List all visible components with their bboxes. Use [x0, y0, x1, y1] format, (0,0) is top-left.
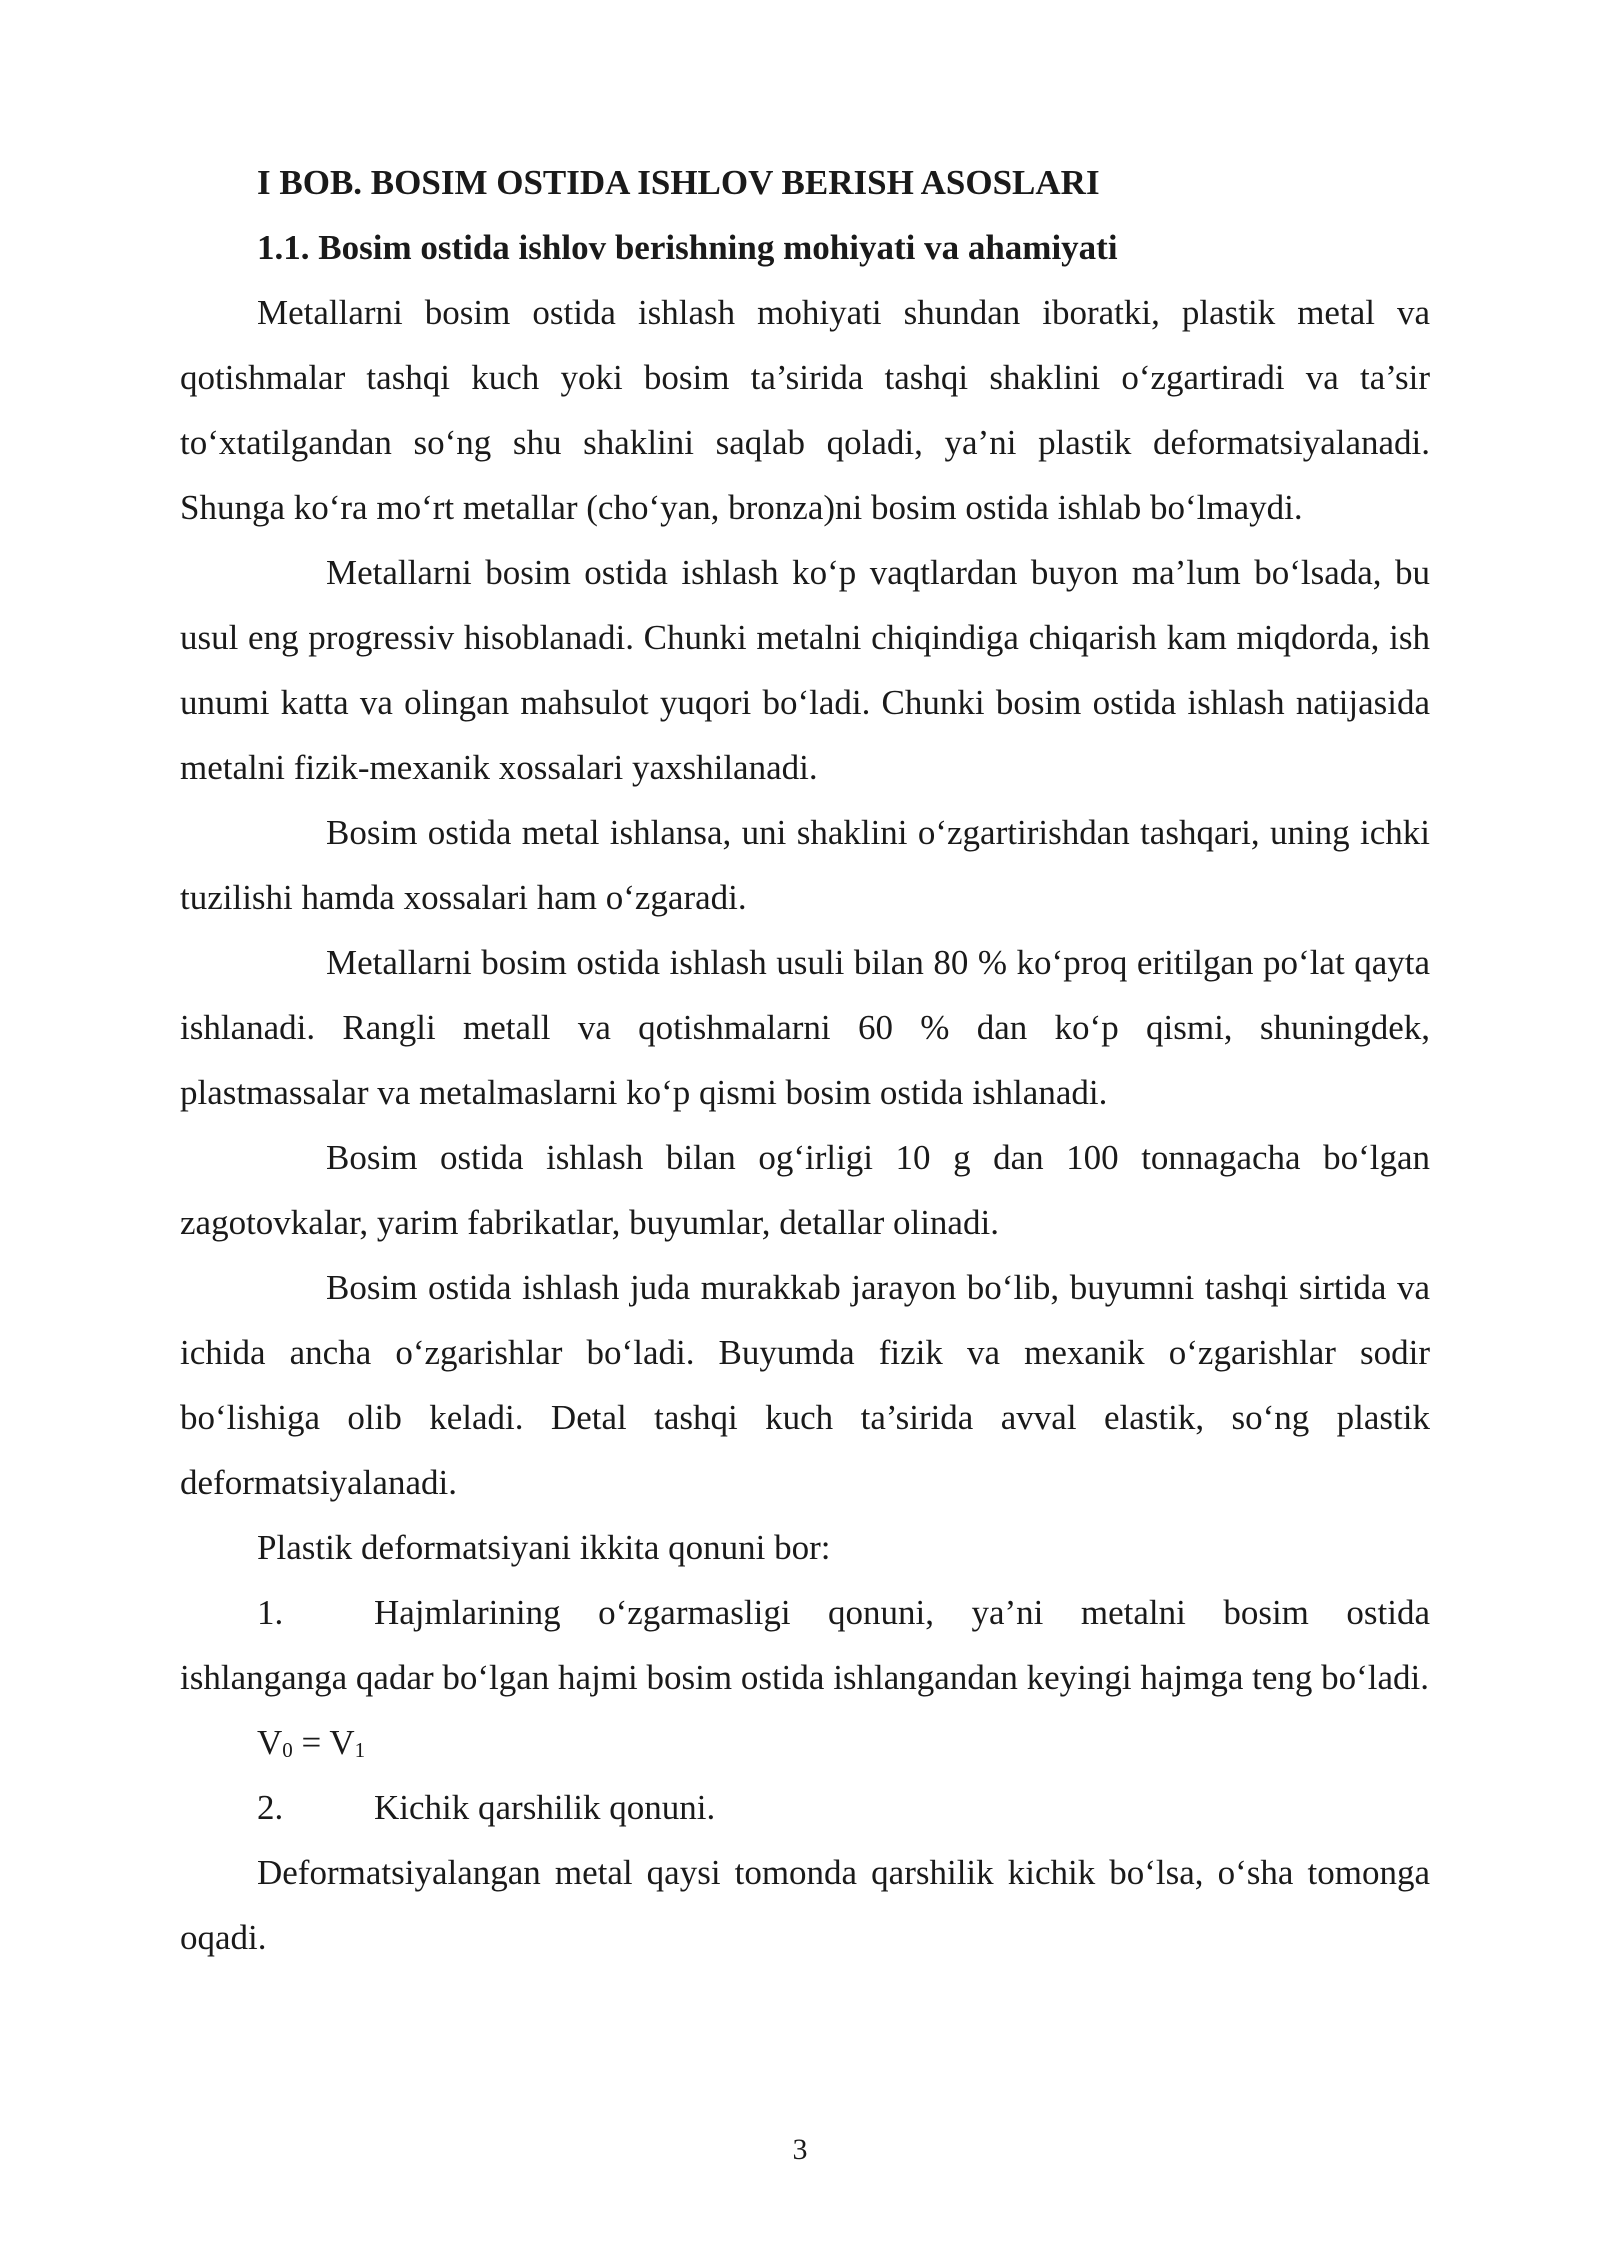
list-text: Hajmlarining o‘zgarmasligi qonuni, ya’ni metalni bosim ostida ishlanganga qadar bo‘lgan hajmi bosim ostida ishlangandan keyingi hajmga teng bo‘ladi.: [180, 1593, 1430, 1697]
list-item: [180, 1775, 1430, 1840]
formula-operator: =: [292, 1723, 330, 1762]
list-item: [180, 1580, 1430, 1710]
list-number: 1.: [257, 1593, 284, 1632]
closing-paragraph: Deformatsiyalangan metal qaysi tomonda qarshilik kichik bo‘lsa, o‘sha tomonga oqadi.: [180, 1853, 1430, 1957]
paragraph: Plastik deformatsiyani ikkita qonuni bor:: [257, 1528, 831, 1567]
chapter-title: I BOB. BOSIM OSTIDA ISHLOV BERISH ASOSLARI: [257, 163, 1100, 202]
page-number: 3: [792, 2133, 808, 2166]
paragraph: Bosim ostida ishlash bilan og‘irligi 10 g dan 100 tonnagacha bo‘lgan zagotovkalar, yarim fabrikatlar, buyumlar, detallar olinadi.: [180, 1138, 1430, 1242]
paragraph: Metallarni bosim ostida ishlash mohiyati shundan iboratki, plastik metal va qotishmalar tashqi kuch yoki bosim ta’sirida tashqi shaklini o‘zgartiradi va ta’sir to‘xtatilgandan so‘ng shu shaklini saqlab qoladi, ya’ni plastik deformatsiyalanadi. Shunga ko‘ra mo‘rt metallar (cho‘yan, bronza)ni bosim ostida ishlab bo‘lmaydi.: [180, 293, 1430, 527]
formula-right-sub: 1: [354, 1738, 366, 1762]
list-text: Kichik qarshilik qonuni.: [374, 1788, 716, 1827]
paragraph: Metallarni bosim ostida ishlash usuli bilan 80 % ko‘proq eritilgan po‘lat qayta ishlanadi. Rangli metall va qotishmalarni 60 % dan ko‘p qismi, shuningdek, plastmassalar va metalmaslarni ko‘p qismi bosim ostida ishlanadi.: [180, 943, 1430, 1112]
paragraph: Bosim ostida ishlash juda murakkab jarayon bo‘lib, buyumni tashqi sirtida va ichida ancha o‘zgarishlar bo‘ladi. Buyumda fizik va mexanik o‘zgarishlar sodir bo‘lishiga olib keladi. Detal tashqi kuch ta’sirida avval elastik, so‘ng plastik deformatsiyalanadi.: [180, 1268, 1430, 1502]
list-number: 2.: [257, 1788, 284, 1827]
formula-left-base: V: [257, 1723, 283, 1762]
formula: [180, 1710, 1430, 1775]
paragraph: Bosim ostida metal ishlansa, uni shaklini o‘zgartirishdan tashqari, uning ichki tuzilishi hamda xossalari ham o‘zgaradi.: [180, 813, 1430, 917]
paragraph: Metallarni bosim ostida ishlash ko‘p vaqtlardan buyon ma’lum bo‘lsada, bu usul eng progressiv hisoblanadi. Chunki metalni chiqindiga chiqarish kam miqdorda, ish unumi katta va olingan mahsulot yuqori bo‘ladi. Chunki bosim ostida ishlash natijasida metalni fizik-mexanik xossalari yaxshilanadi.: [180, 553, 1430, 787]
page-content: [180, 150, 1430, 1970]
formula-left-sub: 0: [282, 1738, 293, 1762]
formula-right-base: V: [329, 1723, 355, 1762]
section-title: 1.1. Bosim ostida ishlov berishning mohiyati va ahamiyati: [257, 228, 1118, 267]
